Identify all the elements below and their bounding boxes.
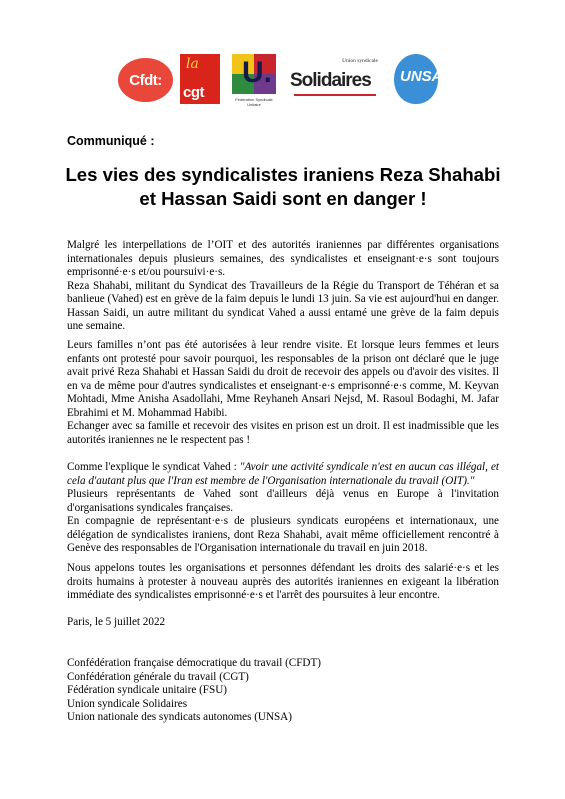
page-title: Les vies des syndicalistes iraniens Reza Shahabi et Hassan Saidi sont en danger ! — [65, 164, 501, 209]
paragraph: Nous appelons toutes les organisations et personnes défendant les droits des salarié·e·s et les droits humains à protester à nouveau auprès des autorités iraniennes en exigeant la libération immédiate des syndicalistes emprisonné·e·s et l'arrêt des poursuites à leur encontre. — [67, 562, 499, 601]
paragraph-block-3 — [67, 461, 499, 556]
logos-row — [118, 50, 443, 112]
signatory: Union nationale des syndicats autonomes (UNSA) — [67, 711, 292, 723]
signatories-list — [67, 657, 499, 725]
paragraph: Reza Shahabi, militant du Syndicat des Travailleurs de la Régie du Transport de Téhéran et sa banlieue (Vahed) est en grève de la faim depuis le lundi 13 juin. Sa vie est aujourd'hui en danger. Hassan Saidi, un autre militant du syndicat Vahed a aussi entamé une grève de la faim depuis une semaine. — [67, 279, 499, 332]
communique-label: Communiqué : — [67, 134, 155, 148]
paragraph: Leurs familles n’ont pas été autorisées à leur rendre visite. Et lorsque leurs femmes et leurs enfants ont protesté pour savoir pourquoi, les responsables de la prison ont déclaré que le juge avait privé Reza Shahabi et Hassan Saidi du droit de recevoir des appels ou d'avoir des visites. Il en va de même pour d'autres syndicalistes et enseignant·e·s emprisonné·e·s comme, M. Keyvan Mohtadi, Mme Anisha Asadollahi, Mme Reyhaneh Ansari Nejsd, M. Rasoul Bodaghi, M. Jafar Ebrahimi et M. Mohammad Habibi. — [67, 339, 499, 419]
date-line: Paris, le 5 juillet 2022 — [67, 616, 166, 628]
paragraph-block-2 — [67, 339, 499, 447]
paragraph: Plusieurs représentants de Vahed sont d'ailleurs déjà venus en Europe à l'invitation d'organisations syndicales françaises. — [67, 488, 499, 514]
quote-text: "Avoir une activité syndicale n'est en aucun cas illégal, et cela d'autant plus que l'Iran est membre de l'Organisation internationale du travail (OIT)." — [67, 461, 499, 487]
paragraph: Malgré les interpellations de l’OIT et des autorités iraniennes par différentes organisations internationales depuis plusieurs semaines, des syndicalistes et enseignant·e·s sont toujours emprisonné·e·s et/ou poursuivi·e·s. — [67, 239, 499, 278]
cgt-logo: la cgt — [180, 54, 220, 104]
signatory: Union syndicale Solidaires — [67, 697, 188, 710]
signatory: Fédération syndicale unitaire (FSU) — [67, 684, 227, 696]
quote-lead: Comme l'explique le syndicat Vahed : — [67, 461, 240, 473]
unsa-logo: UNSA — [394, 54, 438, 104]
solidaires-logo: Union syndicale Solidaires — [290, 58, 382, 104]
paragraph-block-4 — [67, 562, 499, 603]
signatory: Confédération française démocratique du travail (CFDT) — [67, 657, 321, 669]
paragraph: En compagnie de représentant·e·s de plusieurs syndicats européens et internationaux, une délégation de syndicalistes iraniens, dont Reza Shahabi, avait même officiellement rencontré à Genève des responsables de l'Organisation internationale du travail en juin 2018. — [67, 515, 499, 554]
cfdt-logo: Cfdt: — [118, 58, 173, 102]
fsu-logo: U. Fédération Syndicale Unitaire — [230, 52, 278, 108]
paragraph: Echanger avec sa famille et recevoir des visites en prison est un droit. Il est inadmissible que les autorités iraniennes ne le respectent pas ! — [67, 420, 499, 446]
paragraph-block-1 — [67, 239, 499, 334]
paragraph — [67, 461, 499, 488]
signatory: Confédération générale du travail (CGT) — [67, 670, 249, 683]
